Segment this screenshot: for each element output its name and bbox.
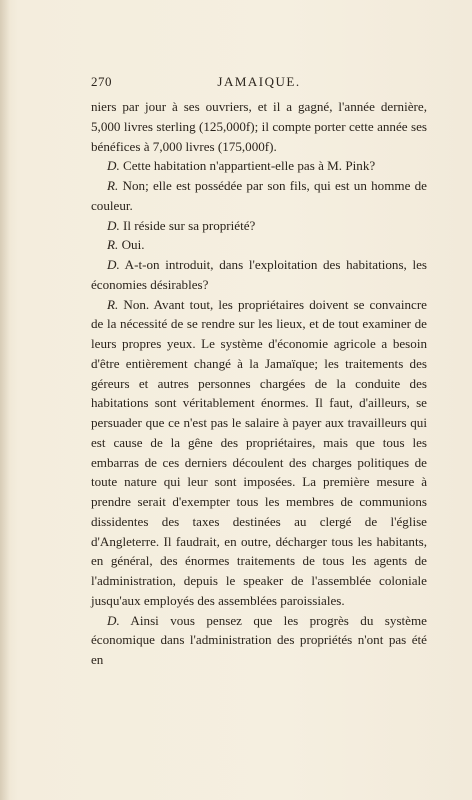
- paragraph-text: A-t-on introduit, dans l'exploitation des habitations, les économies désirables?: [91, 257, 427, 292]
- paragraph-text: Il réside sur sa propriété?: [123, 217, 256, 233]
- running-title: JAMAIQUE.: [217, 74, 301, 89]
- speaker-label: D.: [107, 612, 120, 628]
- page-header: [91, 74, 427, 92]
- answer-paragraph: [91, 176, 427, 216]
- speaker-label: R.: [107, 296, 119, 312]
- paragraph-text: Non; elle est possédée par son fils, qui est un homme de couleur.: [91, 178, 427, 213]
- question-paragraph: [91, 156, 427, 176]
- speaker-label: D.: [107, 217, 120, 233]
- paragraph-text: niers par jour à ses ouvriers, et il a gagné, l'année dernière, 5,000 livres sterling (125,000f); il compte porter cette année ses bénéfices à 7,000 livres (175,000f).: [91, 99, 427, 154]
- paragraph-text: Ainsi vous pensez que les progrès du système économique dans l'administration des propriétés n'ont pas été en: [91, 612, 427, 667]
- paragraph-text: Cette habitation n'appartient-elle pas à M. Pink?: [123, 158, 376, 174]
- gutter-shadow: [0, 0, 10, 800]
- speaker-label: D.: [107, 158, 120, 174]
- speaker-label: R.: [107, 237, 119, 253]
- paragraph-text: Oui.: [121, 237, 145, 253]
- question-paragraph: [91, 216, 427, 236]
- answer-paragraph: [91, 235, 427, 255]
- paragraph-continuation: [91, 97, 427, 156]
- question-paragraph: [91, 611, 427, 670]
- question-paragraph: [91, 255, 427, 295]
- speaker-label: D.: [107, 257, 120, 272]
- paragraph-text: Non. Avant tout, les propriétaires doivent se convaincre de la nécessité de se rendre sur les lieux, et de tout examiner de leurs propres yeux. Le système d'économie agricole a besoin d'être entièrement changé à la Jamaïque; les traitements des géreurs et autres personnes chargées de la conduite des habitations sont véritablement énormes. Il faut, d'ailleurs, se persuader que ce n'est pas le salaire à payer aux travailleurs qui est cause de la gêne des propriétaires, mais que tous les embarras de ces derniers découlent des charges politiques de toute nature qui leur sont imposées. La première mesure à prendre serait d'exempter tous les membres de communions dissidentes des taxes destinées au clergé de l'église d'Angleterre. Il faudrait, en outre, décharger tous les habitants, en général, des énormes traitements de tous les agents de l'administration, depuis le speaker de l'assemblée coloniale jusqu'aux employés des assemblées paroissiales.: [91, 296, 427, 608]
- page-number: 270: [91, 74, 112, 89]
- speaker-label: R.: [107, 178, 119, 193]
- answer-paragraph: [91, 295, 427, 611]
- body-text: [91, 97, 427, 670]
